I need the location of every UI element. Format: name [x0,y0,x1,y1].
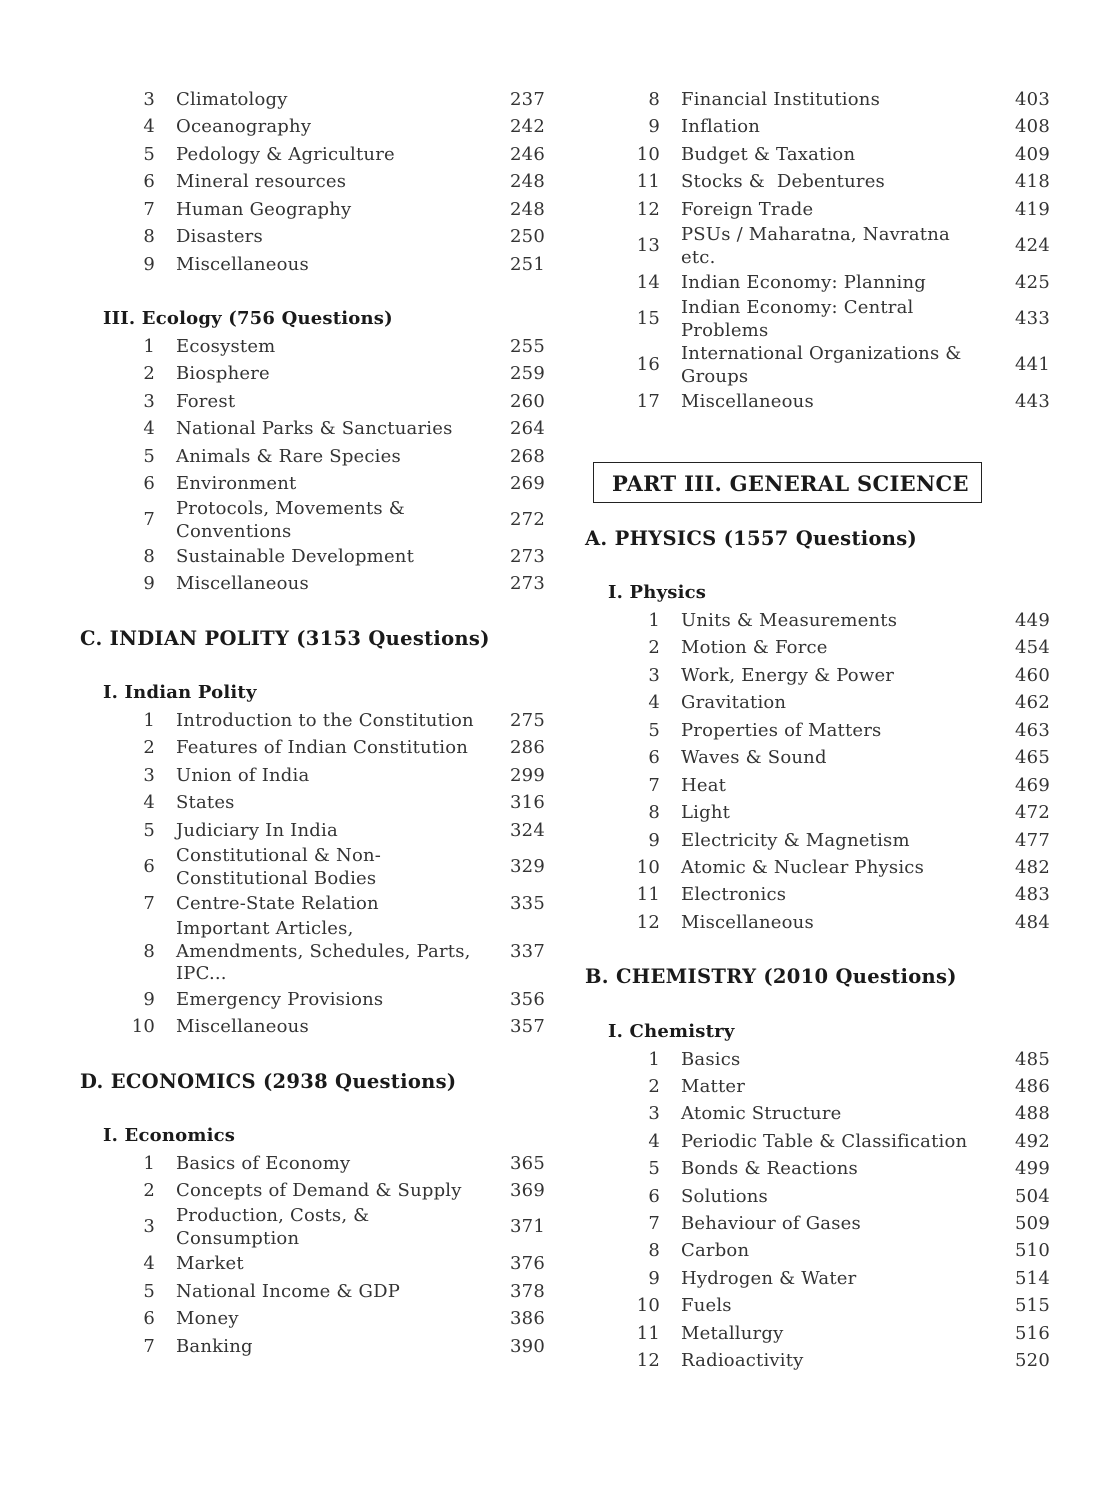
entry-title: Units & Measurements [681,610,898,631]
entry-page: 462 [1015,692,1050,713]
entry-number: 5 [143,820,155,841]
entry-page: 408 [1015,116,1050,137]
entry-page: 488 [1015,1103,1050,1124]
entry-number: 10 [636,144,660,165]
toc-entry[interactable] [620,1213,1050,1236]
entry-number: 9 [143,254,155,275]
entry-number: 8 [143,546,155,567]
entry-page: 516 [1015,1323,1050,1344]
entry-page: 472 [1015,802,1050,823]
entry-title: Money [176,1308,239,1329]
toc-entry[interactable] [115,918,545,986]
toc-entry[interactable] [620,1158,1050,1181]
entry-page: 237 [510,89,545,110]
toc-entry[interactable] [115,710,545,733]
toc-entry[interactable] [115,737,545,760]
entry-title-line: Protocols, Movements & [176,498,405,519]
entry-number: 2 [648,637,660,658]
section-heading-economics: D. ECONOMICS (2938 Questions) [80,1070,457,1093]
entry-number: 13 [636,235,660,257]
entry-page: 242 [510,116,545,137]
entry-number: 8 [648,89,660,110]
toc-entry[interactable] [115,893,545,916]
toc-entry[interactable] [115,573,545,596]
entry-number: 5 [648,720,660,741]
entry-number: 7 [143,199,155,220]
entry-title: Indian Economy: Planning [681,272,926,293]
entry-number: 14 [636,272,660,293]
entry-title: Climatology [176,89,288,110]
entry-title-line: Important Articles, [176,918,354,939]
entry-title [660,297,990,342]
toc-entry[interactable] [620,1350,1050,1373]
entry-number: 2 [143,1180,155,1201]
entry-title: Hydrogen & Water [681,1268,857,1289]
entry-title: Matter [681,1076,746,1097]
entry-page: 324 [510,820,545,841]
toc-entry[interactable] [620,720,1050,743]
entry-page: 335 [510,893,545,914]
entry-page: 520 [1015,1350,1050,1371]
toc-entry[interactable] [620,171,1050,194]
entry-page: 390 [510,1336,545,1357]
entry-number: 5 [143,1281,155,1302]
entry-title: Basics [681,1049,741,1070]
entry-title: Inflation [681,116,761,137]
entry-page: 486 [1015,1076,1050,1097]
entry-page: 484 [1015,912,1050,933]
toc-entry[interactable] [620,1240,1050,1263]
entry-number: 9 [143,989,155,1010]
toc-entry[interactable] [620,297,1050,342]
toc-entry[interactable] [115,765,545,788]
entry-number: 1 [648,610,660,631]
entry-title: Concepts of Demand & Supply [176,1180,462,1201]
entry-title: Emergency Provisions [176,989,384,1010]
entry-page: 273 [510,546,545,567]
toc-entry[interactable] [115,446,545,469]
toc-entry[interactable] [620,343,1050,388]
entry-number: 17 [636,391,660,412]
entry-page: 386 [510,1308,545,1329]
toc-entry[interactable] [620,1131,1050,1154]
entry-number: 7 [143,1336,155,1357]
toc-entry[interactable] [115,1281,545,1304]
entry-page: 443 [1015,391,1050,412]
toc-entry[interactable] [620,116,1050,139]
entry-number: 4 [648,1131,660,1152]
entry-title: Atomic Structure [681,1103,842,1124]
entry-page: 409 [1015,144,1050,165]
entry-title: Mineral resources [176,171,347,192]
toc-entry[interactable] [115,546,545,569]
entry-page: 365 [510,1153,545,1174]
entry-number: 11 [636,171,660,192]
entry-number: 4 [143,418,155,439]
toc-entry[interactable] [620,610,1050,633]
toc-entry[interactable] [115,199,545,222]
entry-title: Miscellaneous [176,573,309,594]
entry-title: Pedology & Agriculture [176,144,395,165]
toc-entry[interactable] [115,171,545,194]
entry-page: 425 [1015,272,1050,293]
toc-entry[interactable] [620,1323,1050,1346]
entry-page: 465 [1015,747,1050,768]
entry-title: National Income & GDP [176,1281,401,1302]
toc-entry[interactable] [620,637,1050,660]
entry-number: 9 [143,573,155,594]
entry-title: Budget & Taxation [681,144,856,165]
entry-page: 433 [1015,308,1050,330]
toc-entry[interactable] [115,1253,545,1276]
entry-page: 250 [510,226,545,247]
entry-page: 454 [1015,637,1050,658]
entry-number: 5 [143,446,155,467]
entry-title: Fuels [681,1295,732,1316]
entry-title-line: Conventions [176,520,292,542]
entry-title: Bonds & Reactions [681,1158,858,1179]
toc-entry[interactable] [115,391,545,414]
entry-title: Solutions [681,1186,768,1207]
entry-number: 7 [143,509,155,531]
entry-page: 514 [1015,1268,1050,1289]
toc-entry[interactable] [620,857,1050,880]
toc-entry[interactable] [620,912,1050,935]
entry-title: Properties of Matters [681,720,882,741]
entry-number: 9 [648,830,660,851]
entry-title-line: Problems [681,319,769,341]
entry-title: National Parks & Sanctuaries [176,418,453,439]
toc-entry[interactable] [115,1205,545,1250]
entry-title: Biosphere [176,363,270,384]
entry-page: 246 [510,144,545,165]
entry-page: 337 [510,940,545,962]
entry-number: 3 [143,765,155,786]
entry-page: 268 [510,446,545,467]
entry-title: Basics of Economy [176,1153,351,1174]
entry-page: 299 [510,765,545,786]
entry-title [660,343,990,388]
entry-title: Miscellaneous [176,1016,309,1037]
entry-page: 463 [1015,720,1050,741]
toc-entry[interactable] [115,226,545,249]
entry-title [155,918,485,986]
toc-entry[interactable] [115,363,545,386]
toc-entry[interactable] [115,498,545,543]
entry-page: 483 [1015,884,1050,905]
toc-entry[interactable] [115,144,545,167]
entry-number: 4 [143,792,155,813]
entry-number: 6 [143,856,155,878]
entry-title: Financial Institutions [681,89,881,110]
entry-page: 419 [1015,199,1050,220]
entry-number: 12 [636,1350,660,1371]
section-heading-physics: A. PHYSICS (1557 Questions) [585,527,918,550]
entry-page: 371 [510,1216,545,1238]
toc-entry[interactable] [115,336,545,359]
entry-number: 12 [636,912,660,933]
entry-number: 3 [648,1103,660,1124]
toc-entry[interactable] [620,1295,1050,1318]
entry-title-line: etc. [681,246,716,268]
entry-title: Atomic & Nuclear Physics [681,857,925,878]
entry-title: Oceanography [176,116,312,137]
entry-number: 7 [648,775,660,796]
entry-page: 492 [1015,1131,1050,1152]
entry-title [660,224,990,269]
toc-entry[interactable] [620,692,1050,715]
entry-page: 424 [1015,235,1050,257]
entry-title: Periodic Table & Classification [681,1131,968,1152]
entry-number: 12 [636,199,660,220]
subsection-heading-ecology: III. Ecology (756 Questions) [103,308,393,329]
toc-entry[interactable] [115,473,545,496]
entry-number: 8 [648,1240,660,1261]
entry-title: Animals & Rare Species [176,446,401,467]
entry-title: States [176,792,235,813]
entry-number: 10 [636,857,660,878]
entry-title: Introduction to the Constitution [176,710,474,731]
entry-page: 510 [1015,1240,1050,1261]
entry-number: 1 [143,710,155,731]
entry-number: 1 [648,1049,660,1070]
section-heading-polity: C. INDIAN POLITY (3153 Questions) [80,627,490,650]
toc-entry[interactable] [620,1268,1050,1291]
entry-page: 259 [510,363,545,384]
entry-page: 357 [510,1016,545,1037]
entry-number: 6 [143,473,155,494]
entry-title: Behaviour of Gases [681,1213,861,1234]
entry-number: 8 [648,802,660,823]
toc-entry[interactable] [115,1180,545,1203]
toc-entry[interactable] [620,884,1050,907]
entry-title: Waves & Sound [681,747,827,768]
entry-page: 269 [510,473,545,494]
entry-number: 1 [143,1153,155,1174]
entry-title: Miscellaneous [681,391,814,412]
entry-page: 316 [510,792,545,813]
toc-entry[interactable] [620,1186,1050,1209]
toc-entry[interactable] [620,144,1050,167]
entry-page: 477 [1015,830,1050,851]
entry-page: 418 [1015,171,1050,192]
entry-title: Market [176,1253,244,1274]
entry-page: 460 [1015,665,1050,686]
entry-number: 8 [143,226,155,247]
toc-entry[interactable] [620,272,1050,295]
toc-entry[interactable] [115,1016,545,1039]
entry-number: 15 [636,308,660,330]
entry-title-line: Constitutional Bodies [176,867,377,889]
toc-entry[interactable] [620,89,1050,112]
entry-page: 260 [510,391,545,412]
entry-page: 264 [510,418,545,439]
toc-entry[interactable] [115,1153,545,1176]
entry-page: 441 [1015,354,1050,376]
entry-title: Electronics [681,884,787,905]
entry-title [155,845,485,890]
subsection-heading-polity: I. Indian Polity [103,682,257,703]
entry-title: Centre-State Relation [176,893,379,914]
subsection-heading-chemistry: I. Chemistry [608,1021,735,1042]
entry-number: 11 [636,884,660,905]
toc-entry[interactable] [115,418,545,441]
entry-number: 9 [648,116,660,137]
entry-number: 1 [143,336,155,357]
entry-number: 4 [143,1253,155,1274]
toc-entry[interactable] [620,802,1050,825]
toc-entry[interactable] [620,775,1050,798]
toc-entry[interactable] [620,747,1050,770]
entry-number: 6 [648,1186,660,1207]
toc-entry[interactable] [115,820,545,843]
entry-number: 7 [648,1213,660,1234]
entry-title: Radioactivity [681,1350,804,1371]
toc-entry[interactable] [620,391,1050,414]
entry-number: 10 [636,1295,660,1316]
entry-title: Human Geography [176,199,352,220]
toc-entry[interactable] [115,1336,545,1359]
entry-page: 286 [510,737,545,758]
entry-page: 248 [510,199,545,220]
entry-title: Motion & Force [681,637,828,658]
entry-title: Gravitation [681,692,787,713]
entry-number: 6 [143,1308,155,1329]
toc-entry[interactable] [620,1103,1050,1126]
entry-title-line: International Organizations & [681,343,962,364]
toc-entry[interactable] [620,830,1050,853]
entry-page: 504 [1015,1186,1050,1207]
entry-title: Foreign Trade [681,199,814,220]
entry-title: Electricity & Magnetism [681,830,910,851]
entry-number: 9 [648,1268,660,1289]
entry-page: 509 [1015,1213,1050,1234]
entry-number: 6 [648,747,660,768]
entry-number: 11 [636,1323,660,1344]
toc-entry[interactable] [115,792,545,815]
entry-title-line: Constitutional & Non- [176,845,382,866]
entry-title-line: Consumption [176,1227,300,1249]
entry-page: 515 [1015,1295,1050,1316]
entry-title: Stocks & Debentures [681,171,885,192]
entry-title: Heat [681,775,727,796]
toc-entry[interactable] [115,845,545,890]
entry-number: 5 [143,144,155,165]
entry-title-line: Production, Costs, & [176,1205,370,1226]
entry-page: 273 [510,573,545,594]
part-heading-box: PART III. GENERAL SCIENCE [593,462,982,503]
entry-number: 3 [143,89,155,110]
entry-title: Work, Energy & Power [681,665,895,686]
toc-entry[interactable] [620,665,1050,688]
entry-page: 485 [1015,1049,1050,1070]
entry-title-line: Groups [681,365,749,387]
entry-number: 2 [648,1076,660,1097]
entry-title: Ecosystem [176,336,276,357]
entry-number: 3 [143,391,155,412]
entry-title: Forest [176,391,236,412]
entry-page: 403 [1015,89,1050,110]
entry-page: 329 [510,856,545,878]
entry-title: Environment [176,473,297,494]
toc-entry[interactable] [620,1076,1050,1099]
entry-title: Judiciary In India [176,820,338,841]
entry-number: 3 [143,1216,155,1238]
toc-entry[interactable] [115,989,545,1012]
entry-title: Light [681,802,731,823]
entry-page: 482 [1015,857,1050,878]
entry-number: 8 [143,940,155,962]
entry-number: 5 [648,1158,660,1179]
toc-entry[interactable] [620,224,1050,269]
entry-page: 251 [510,254,545,275]
entry-title: Union of India [176,765,310,786]
toc-entry[interactable] [115,89,545,112]
entry-number: 6 [143,171,155,192]
entry-page: 499 [1015,1158,1050,1179]
entry-title-line: Indian Economy: Central [681,297,914,318]
entry-page: 272 [510,509,545,531]
entry-page: 356 [510,989,545,1010]
entry-title [155,1205,485,1250]
entry-number: 3 [648,665,660,686]
section-heading-chemistry: B. CHEMISTRY (2010 Questions) [585,965,957,988]
entry-number: 4 [648,692,660,713]
entry-title: Banking [176,1336,253,1357]
entry-page: 469 [1015,775,1050,796]
entry-page: 275 [510,710,545,731]
entry-number: 10 [131,1016,155,1037]
entry-page: 449 [1015,610,1050,631]
entry-number: 2 [143,737,155,758]
entry-title: Disasters [176,226,263,247]
entry-title: Sustainable Development [176,546,415,567]
entry-page: 248 [510,171,545,192]
entry-title-line: Amendments, Schedules, Parts, [176,940,471,962]
entry-title: Carbon [681,1240,750,1261]
entry-number: 2 [143,363,155,384]
toc-entry[interactable] [115,116,545,139]
entry-title: Metallurgy [681,1323,784,1344]
entry-number: 7 [143,893,155,914]
entry-page: 255 [510,336,545,357]
entry-page: 378 [510,1281,545,1302]
entry-title-line: PSUs / Maharatna, Navratna [681,224,950,245]
entry-title: Miscellaneous [176,254,309,275]
entry-title [155,498,485,543]
entry-title: Miscellaneous [681,912,814,933]
toc-entry[interactable] [620,1049,1050,1072]
entry-page: 376 [510,1253,545,1274]
toc-entry[interactable] [115,254,545,277]
toc-entry[interactable] [620,199,1050,222]
toc-entry[interactable] [115,1308,545,1331]
entry-title: Features of Indian Constitution [176,737,469,758]
entry-title-line: IPC... [176,963,227,984]
entry-page: 369 [510,1180,545,1201]
entry-number: 4 [143,116,155,137]
subsection-heading-physics: I. Physics [608,582,707,603]
entry-number: 16 [636,354,660,376]
subsection-heading-economics: I. Economics [103,1125,236,1146]
